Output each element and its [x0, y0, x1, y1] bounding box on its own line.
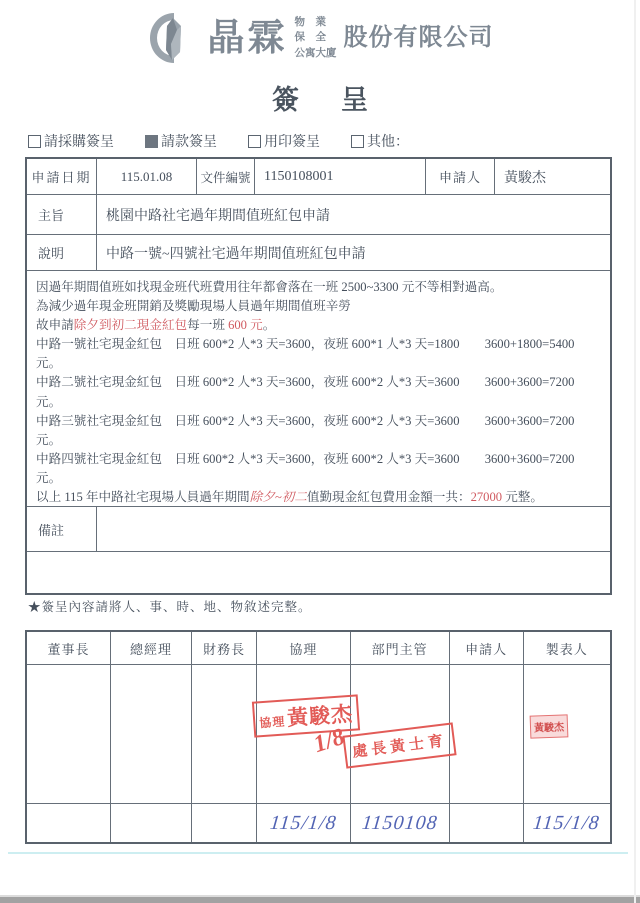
body-line-8 — [36, 431, 601, 450]
manager-handwritten-date: 1/8 — [310, 723, 348, 759]
description-label — [27, 235, 97, 270]
title-char-1: 簽 — [272, 85, 299, 115]
approval-date-cell-4 — [351, 804, 450, 842]
subject-row — [27, 195, 610, 235]
handwritten-date-3: 115/1/8 — [268, 811, 338, 834]
body-line-6 — [36, 393, 601, 412]
approval-date-cell-5 — [450, 804, 524, 842]
empty-tail-row — [27, 552, 610, 593]
body-segment-0-0: 因過年期間值班如找現金班代班費用往年都會落在一班 2500~3300 元不等相對過高。 — [36, 280, 503, 294]
body-segment-2-3: 600 元 — [228, 318, 263, 333]
body-segment-11-1: 除夕~初二 — [249, 490, 307, 505]
approval-date-cell-0 — [27, 804, 111, 842]
body-segment-8-0: 元。 — [36, 432, 62, 447]
preparer-name-stamp: 黃駿杰 — [530, 714, 569, 738]
body-line-2 — [36, 316, 601, 335]
apply-date-label: 申請日期 — [27, 159, 97, 194]
body-segment-1-0: 為減少過年現金班開銷及獎勵現場人員過年期間值班辛勞 — [36, 299, 351, 314]
checkbox-label-0: 請採購簽呈 — [44, 135, 114, 150]
manager-stamp-title: 協理 — [258, 714, 286, 731]
subject-value: 桃園中路社宅過年期間值班紅包申請 — [106, 208, 330, 224]
handwritten-date-6: 115/1/8 — [532, 811, 602, 834]
body-line-11 — [36, 488, 601, 507]
brand-line-3: 公寓大廈 — [294, 47, 337, 59]
director-approval-stamp: 處長黃士育 — [342, 722, 456, 768]
remarks-label — [27, 507, 97, 551]
approval-header-2: 財務長 — [192, 632, 257, 664]
body-segment-10-0: 元。 — [36, 470, 62, 485]
body-segment-9-0: 中路四號社宅現金紅包 日班 600*2 人*3 天=3600，夜班 600*2 人*3 天=3600 3600+3600=7200 — [36, 451, 575, 466]
brand-name: 晶霖 — [207, 17, 288, 59]
body-segment-2-0: 故申請 — [36, 318, 74, 333]
brand-line-1: 物 業 — [294, 17, 326, 29]
checkbox-box-0 — [28, 135, 41, 148]
approval-sign-cell-1 — [111, 665, 192, 803]
remarks-row — [27, 507, 610, 552]
checkbox-option-3 — [351, 131, 409, 151]
body-segment-6-0: 元。 — [36, 394, 62, 409]
description-label-text: 說明 — [38, 246, 65, 261]
approval-header-6: 製表人 — [545, 641, 588, 657]
applicant-label: 申請人 — [426, 159, 495, 194]
company-header — [0, 10, 640, 66]
doc-number-label: 文件編號 — [197, 159, 255, 194]
footnote-instruction: ★簽呈內容請將人、事、時、地、物敘述完整。 — [28, 600, 312, 614]
body-segment-11-3: 27000 — [470, 490, 503, 505]
body-segment-3-0: 中路一號社宅現金紅包 日班 600*2 人*3 天=3600，夜班 600*1 人*3 天=1800 3600+1800=5400 — [36, 337, 575, 352]
body-segment-4-0: 元。 — [36, 356, 62, 371]
company-logo-icon — [147, 10, 201, 66]
description-value: 中路一號~四號社宅過年期間值班紅包申請 — [106, 246, 366, 262]
body-segment-2-2: 每一班 — [187, 318, 229, 333]
doc-number-value: 1150108001 — [255, 159, 426, 194]
scan-artifact-right-edge — [634, 0, 636, 903]
body-line-0 — [36, 278, 601, 297]
checkbox-option-1 — [145, 131, 217, 151]
body-segment-11-0: 以上 115 年中路社宅現場人員過年期間 — [36, 490, 250, 505]
approval-date-cell-6 — [524, 804, 610, 842]
page-title — [0, 78, 640, 117]
body-line-9 — [36, 450, 601, 469]
body-segment-11-2: 值勤現金紅包費用金額一共： — [306, 490, 471, 505]
approval-header-0: 董事長 — [27, 632, 111, 664]
form-main-table — [25, 157, 612, 595]
brand-business-lines — [295, 15, 337, 61]
approval-date-cell-3 — [257, 804, 350, 842]
checkbox-box-1 — [145, 135, 158, 148]
description-row — [27, 235, 610, 271]
body-line-4 — [36, 354, 601, 373]
scan-artifact-cyan-line — [8, 852, 628, 854]
approval-date-cell-2 — [192, 804, 257, 842]
subject-label — [27, 195, 97, 234]
body-line-3 — [36, 335, 601, 354]
checkbox-option-0 — [28, 131, 114, 151]
body-line-5 — [36, 373, 601, 392]
handwritten-date-4: 1150108 — [360, 811, 439, 834]
brand-line-2: 保 全 — [294, 32, 326, 44]
scan-artifact-bottom-bar — [0, 897, 640, 903]
body-line-10 — [36, 469, 601, 488]
body-line-7 — [36, 412, 601, 431]
approval-sign-cell-0 — [27, 665, 111, 803]
body-segment-2-1: 除夕到初二現金紅包 — [73, 318, 188, 333]
applicant-value: 黃駿杰 — [504, 170, 546, 186]
body-segment-5-0: 中路二號社宅現金紅包 日班 600*2 人*3 天=3600，夜班 600*2 人*3 天=3600 3600+3600=7200 — [36, 375, 575, 390]
approval-dates-row — [27, 804, 610, 842]
remarks-value — [97, 507, 610, 551]
approval-sign-cell-5 — [450, 665, 524, 803]
approval-header-1: 總經理 — [111, 632, 192, 664]
manager-stamp-name: 黃駿杰 — [286, 701, 354, 731]
approval-header-3: 協理 — [257, 632, 350, 664]
body-segment-11-4: 元整。 — [502, 490, 543, 505]
body-segment-7-0: 中路三號社宅現金紅包 日班 600*2 人*3 天=3600，夜班 600*2 人*3 天=3600 3600+3600=7200 — [36, 413, 575, 428]
checkbox-option-2 — [248, 131, 320, 151]
checkbox-label-1: 請款簽呈 — [161, 135, 217, 150]
checkbox-label-2: 用印簽呈 — [264, 135, 320, 150]
checkbox-label-3: 其他： — [367, 135, 409, 150]
remarks-label-text: 備註 — [38, 522, 65, 538]
body-segment-2-4: 。 — [262, 318, 276, 333]
title-char-2: 呈 — [341, 85, 368, 115]
form-body-text — [27, 271, 610, 507]
checkbox-box-2 — [248, 135, 261, 148]
manager-approval-stamp — [252, 694, 360, 737]
checkbox-box-3 — [351, 135, 364, 148]
apply-date-value: 115.01.08 — [97, 159, 197, 194]
approval-header-row — [27, 632, 610, 665]
brand-suffix: 股份有限公司 — [343, 25, 494, 51]
subject-label-text: 主旨 — [38, 208, 65, 223]
approval-date-cell-1 — [111, 804, 192, 842]
approval-header-5: 申請人 — [450, 632, 524, 664]
form-type-checkbox-row — [28, 131, 409, 151]
approval-sign-cell-2 — [192, 665, 257, 803]
info-row — [27, 159, 610, 195]
body-line-1 — [36, 297, 601, 316]
approval-header-4: 部門主管 — [351, 632, 450, 664]
approval-signature-table — [25, 630, 612, 844]
